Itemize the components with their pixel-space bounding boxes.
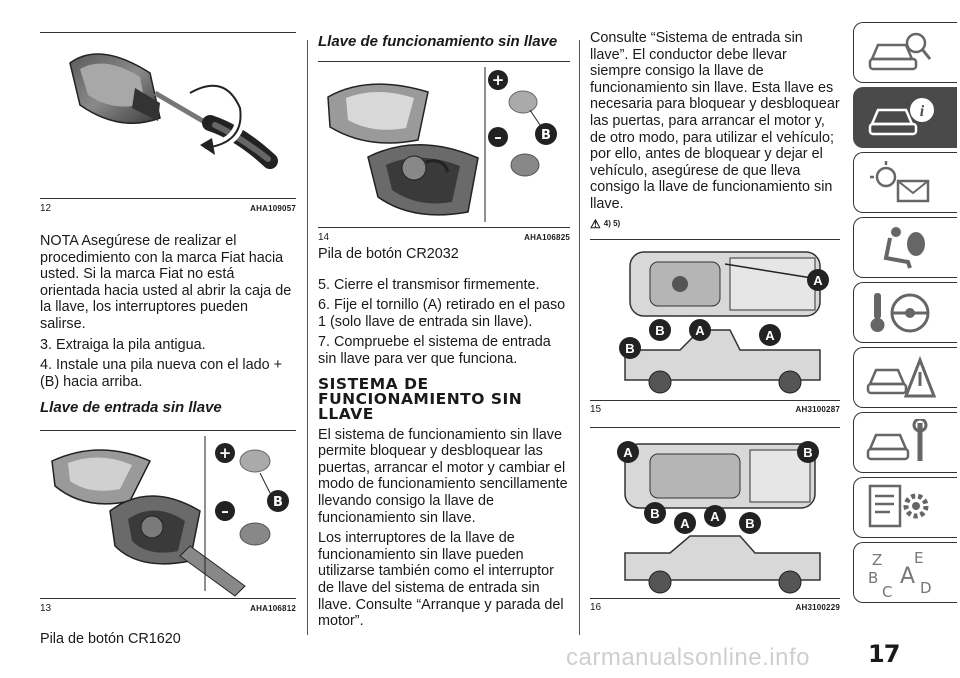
tab-warning-lights[interactable] (853, 152, 957, 213)
key-screwdriver-illustration (40, 33, 296, 198)
truck-antenna-diagram-double-cab (590, 428, 840, 598)
tab-starting-driving[interactable] (853, 282, 957, 343)
figure-number: 15 (590, 404, 602, 416)
warning-light-message-icon (866, 159, 936, 207)
car-info-icon (866, 94, 936, 142)
page-number: 17 (868, 640, 900, 668)
a-callout: A (710, 508, 720, 524)
figure-16-caption (590, 599, 840, 615)
figure-13-caption (40, 599, 296, 615)
figure-number: 14 (318, 231, 330, 243)
b-callout: B (541, 128, 551, 143)
tab-safety[interactable] (853, 217, 957, 278)
a-callout: A (695, 322, 705, 338)
keyless-entry-key-illustration (40, 431, 296, 598)
interruptores-paragraph: Los interruptores de la llave de funcionamiento sin llave pueden utilizarse también como el interruptor de llave del sistema de entrada sin llave. Consulte “Arranque y parada del motor”. (318, 530, 564, 630)
heading-funcionamiento-sin-llave: Llave de funcionamiento sin llave (318, 33, 558, 50)
a-callout: A (680, 515, 690, 531)
list-gear-icon (866, 484, 936, 532)
figure-15 (590, 240, 840, 400)
tab-technical-data[interactable] (853, 477, 957, 538)
a-callout: A (813, 272, 823, 288)
column-3 (590, 0, 840, 615)
figure-12 (40, 33, 296, 198)
keyless-operation-key-illustration (318, 62, 570, 227)
index-letter: B (868, 569, 879, 587)
car-magnifier-icon (866, 29, 936, 77)
heading-entrada-sin-llave: Llave de entrada sin llave (40, 399, 222, 417)
warning-refs-text: 4) 5) (603, 219, 621, 229)
index-letter: C (882, 583, 893, 599)
tab-getting-to-know-car[interactable] (853, 87, 957, 148)
b-callout: B (650, 505, 660, 521)
figure-12-caption (40, 199, 296, 215)
consulte-paragraph: Consulte “Sistema de entrada sin llave”. El conductor debe llevar siempre consigo la llave de funcionamiento sin llave. Esta llave es necesaria para bloquear y desbloquear las puertas, para arrancar el motor y, de otro modo, para utilizar el vehículo; por ello, antes de bloquear y dejar el vehículo, asegúrese de que lleva consigo la llave de funcionamiento sin llave. (590, 30, 840, 212)
watermark: carmanualsonline.info (566, 644, 810, 671)
figure-14-caption (318, 228, 570, 244)
b-callout: B (745, 515, 755, 531)
figure-13 (40, 431, 296, 598)
figure-code: AH3100287 (795, 405, 840, 415)
b-callout: B (273, 495, 283, 511)
column-divider (307, 40, 308, 635)
truck-antenna-diagram-single-cab (590, 240, 840, 400)
section-title: SISTEMA DE FUNCIONAMIENTO SIN LLAVE (318, 374, 523, 423)
a-callout: A (623, 444, 633, 460)
car-warning-triangle-icon (866, 354, 936, 402)
plus-label: + (218, 444, 232, 463)
warning-references (590, 217, 840, 231)
tab-maintenance[interactable] (853, 412, 957, 473)
airbag-seat-icon (866, 224, 936, 272)
a-callout: A (765, 327, 775, 343)
minus-label: – (494, 128, 502, 146)
step-4: 4. Instale una pila nueva con el lado + (B) hacia arriba. (40, 357, 283, 390)
b-callout: B (655, 322, 665, 338)
figure-15-caption (590, 401, 840, 417)
sistema-paragraph: El sistema de funcionamiento sin llave permite bloquear y desbloquear las puertas, arrancar el motor y cambiar el modo de funcionamiento sencillamente llevando consigo la llave de funcionamiento sin llave. (318, 426, 568, 526)
nota-paragraph: NOTA Asegúrese de realizar el procedimiento con la marca Fiat hacia usted. Si la marca Fiat no está orientada hacia usted al abrir la caja de la llave, los interruptores pueden salirse. (40, 233, 292, 332)
figure-code: AHA106825 (524, 232, 570, 242)
battery-cr2032: Pila de botón CR2032 (318, 246, 459, 262)
step-3: 3. Extraiga la pila antigua. (40, 336, 206, 353)
figure-16 (590, 428, 840, 598)
step-7: 7. Compruebe el sistema de entrada sin llave para ver que funciona. (318, 334, 551, 367)
alphabetical-index-icon (866, 549, 936, 599)
figure-number: 13 (40, 602, 52, 614)
tab-dashboard-knowledge[interactable] (853, 22, 957, 83)
index-letter: E (914, 549, 924, 567)
plus-label: + (491, 71, 505, 89)
column-2 (318, 0, 570, 634)
figure-code: AHA106812 (250, 603, 296, 613)
b-callout: B (625, 340, 635, 356)
key-steering-wheel-icon (866, 289, 936, 337)
step-6: 6. Fije el tornillo (A) retirado en el paso 1 (solo llave de entrada sin llave). (318, 297, 566, 330)
svg-text:i: i (919, 103, 925, 120)
step-5: 5. Cierre el transmisor firmemente. (318, 276, 540, 293)
battery-cr1620: Pila de botón CR1620 (40, 631, 181, 648)
index-letter: Z (872, 551, 883, 569)
index-letter: D (920, 579, 932, 597)
column-1 (40, 0, 296, 652)
minus-label: – (221, 502, 229, 521)
figure-code: AH3100229 (795, 603, 840, 613)
column-divider (579, 40, 580, 635)
warning-icon: ⚠ (590, 216, 601, 231)
b-callout: B (803, 444, 813, 460)
figure-number: 16 (590, 602, 602, 614)
tab-index[interactable] (853, 542, 957, 603)
figure-14 (318, 62, 570, 227)
tab-emergency[interactable] (853, 347, 957, 408)
figure-code: AHA109057 (250, 203, 296, 213)
car-wrench-icon (866, 419, 936, 467)
figure-number: 12 (40, 202, 52, 214)
index-letter: A (900, 564, 916, 589)
